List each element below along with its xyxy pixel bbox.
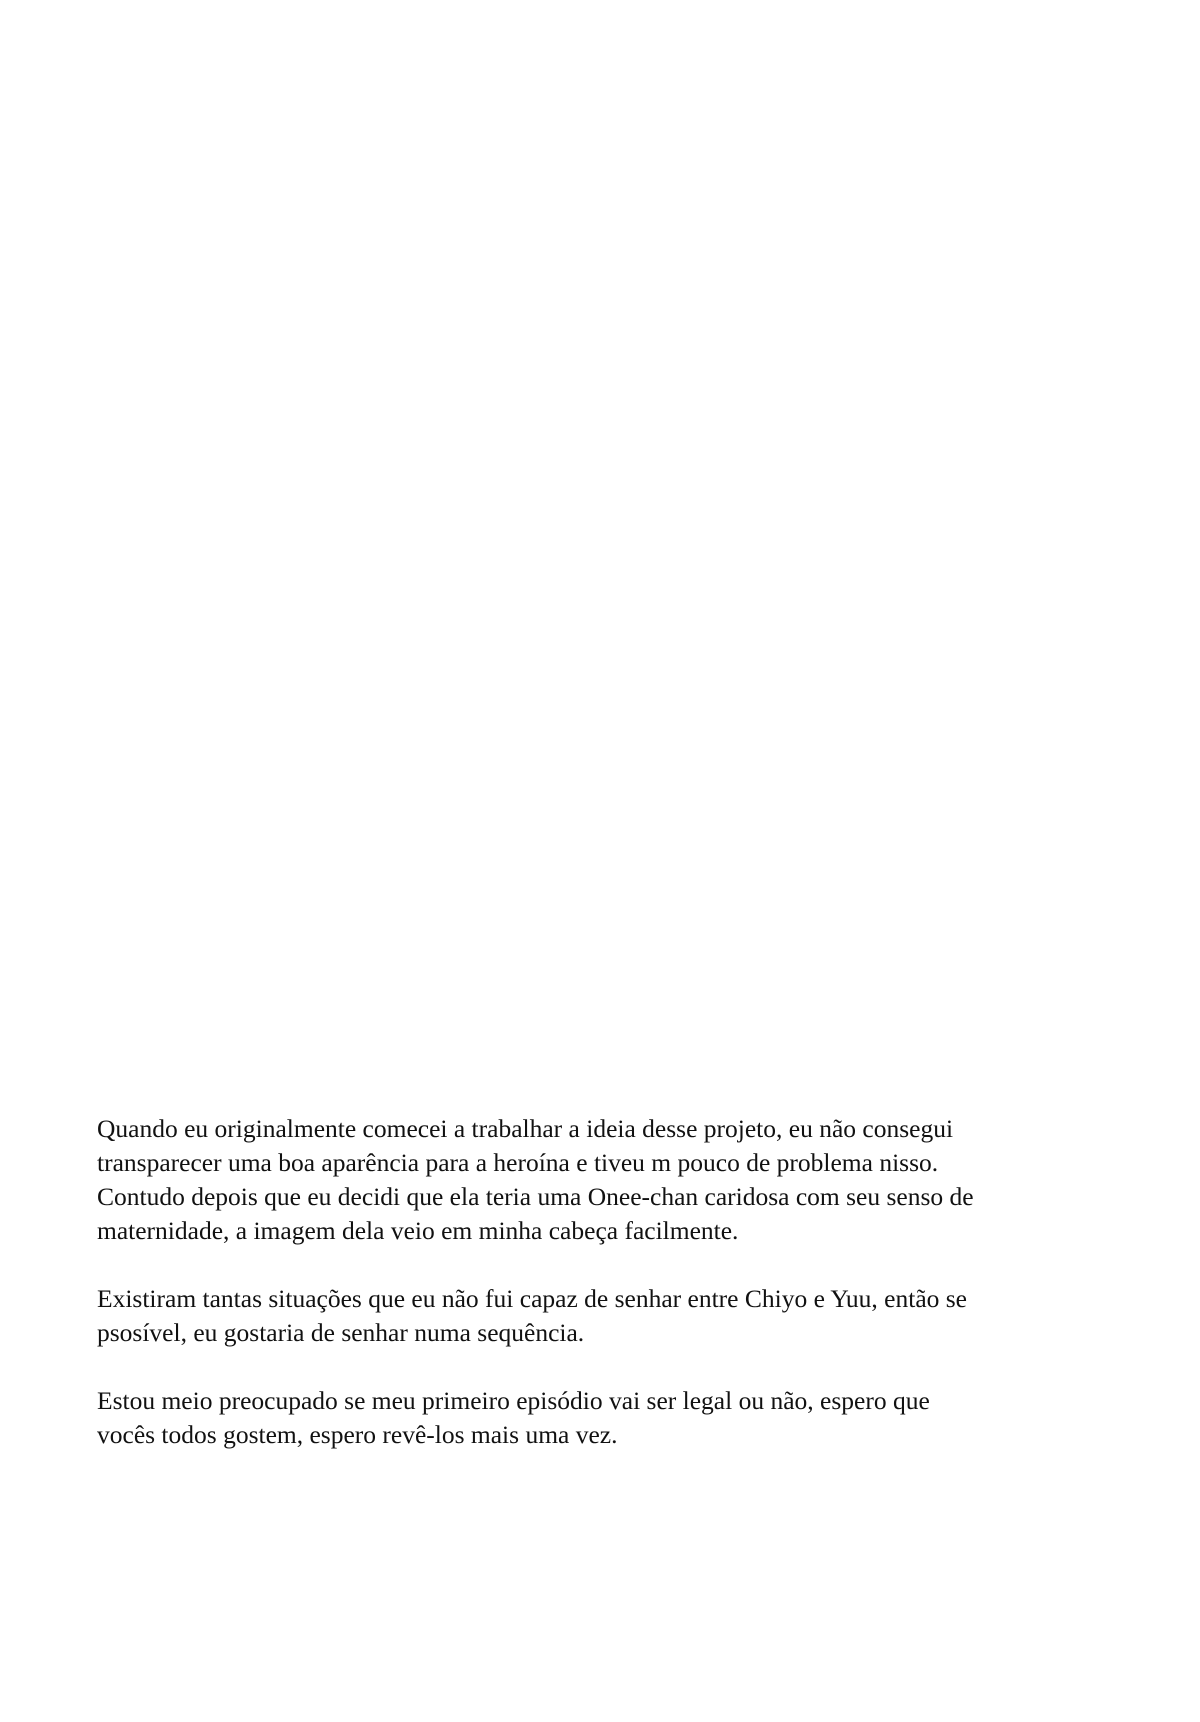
text-line: Estou meio preocupado se meu primeiro episódio vai ser legal ou não, espero que: [97, 1386, 930, 1415]
text-line: Contudo depois que eu decidi que ela teria uma Onee-chan caridosa com seu senso de: [97, 1182, 974, 1211]
afterword-text: [97, 1112, 1107, 1452]
paragraph-2: [97, 1282, 1107, 1350]
text-line: transparecer uma boa aparência para a heroína e tiveu m pouco de problema nisso.: [97, 1148, 939, 1177]
text-line: Quando eu originalmente comecei a trabalhar a ideia desse projeto, eu não consegui: [97, 1114, 954, 1143]
text-line: vocês todos gostem, espero revê-los mais uma vez.: [97, 1420, 618, 1449]
paragraph-1: [97, 1112, 1107, 1248]
text-line: Existiram tantas situações que eu não fui capaz de senhar entre Chiyo e Yuu, então se: [97, 1284, 968, 1313]
text-line: psosível, eu gostaria de senhar numa sequência.: [97, 1318, 585, 1347]
paragraph-3: [97, 1384, 1107, 1452]
text-line: maternidade, a imagem dela veio em minha cabeça facilmente.: [97, 1216, 739, 1245]
